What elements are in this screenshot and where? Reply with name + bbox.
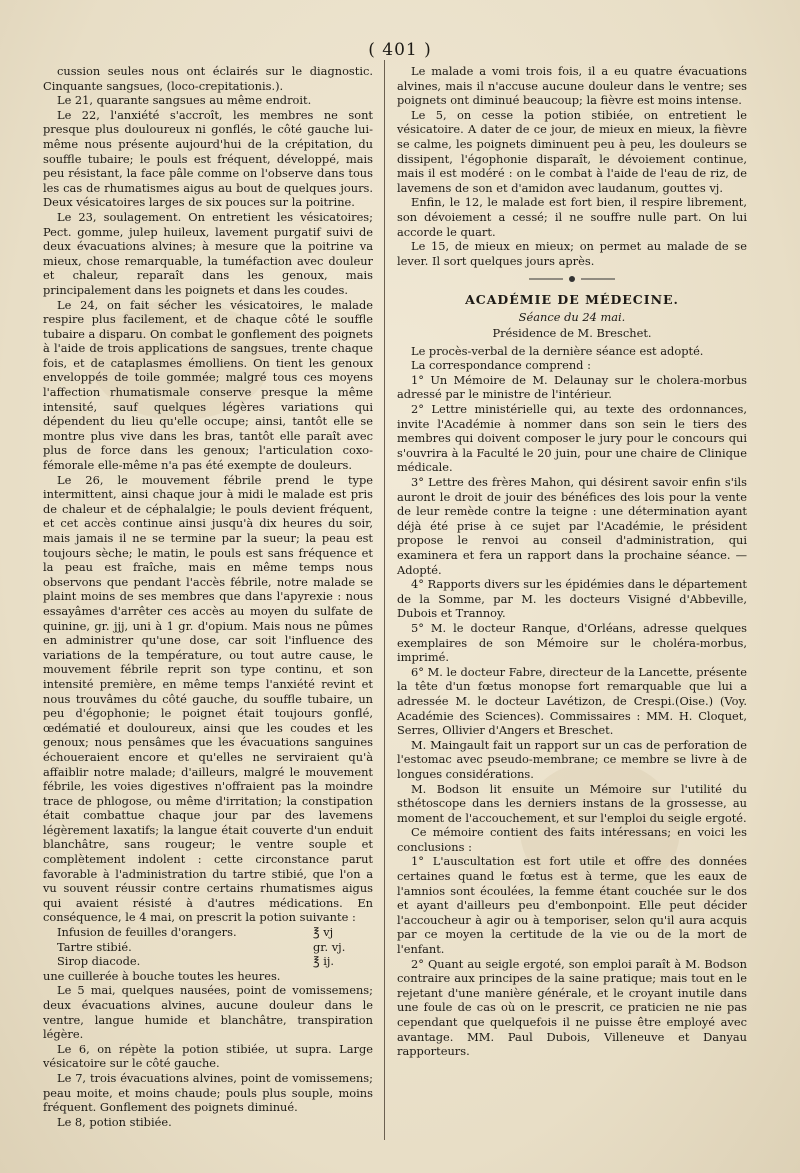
paragraph: Le malade a vomi trois fois, il a eu quatre évacuations alvines, mais il n'accuse aucune douleur dans le ventre; ses poignets ont diminué beaucoup; la fièvre est moins intense. (397, 64, 747, 108)
paragraph: Le 21, quarante sangsues au même endroit. (57, 93, 312, 108)
ornament-divider (527, 275, 617, 283)
paragraph: Le 5, on cesse la potion stibiée, on entretient le vésicatoire. A dater de ce jour, de mieux en mieux, la fièvre se calme, les poignets diminuent peu à peu, les douleurs se dissipent, l'égophonie disparaît, le dévoiement continue, mais il est modéré : on le combat à l'aide de l'eau de riz, de lavemens de son et d'amidon avec laudanum, gouttes vj. (397, 107, 747, 195)
paragraph: Le 7, trois évacuations alvines, point de vomissemens; peau moite, et moins chaude; pouls plus souple, moins fréquent. Gonflement des poignets diminué. (43, 1070, 373, 1115)
prescription-item: Tartre stibié. (57, 939, 132, 954)
paragraph: Le 24, on fait sécher les vésicatoires, le malade respire plus facilement, et de chaque côté le souffle tubaire a disparu. On combat le gonflement des poignets à l'aide de trois applications de sangsues, trente chaque fois, et de cataplasmes émolliens. On tient les genoux enveloppés de toile gommée; malgré tous ces moyens l'affection rhumatismale conserve presque la même intensité, sauf quelques légères variations qui dépendent du lieu qu'elle occupe; ainsi, tantôt elle se montre plus vive dans les bras, tantôt elle paraît avec plus de force dans les genoux; l'articulation coxo-fémorale elle-même n'a pas été exempte de douleurs. (43, 297, 373, 473)
paragraph: une cuillerée à bouche toutes les heures. (43, 968, 281, 983)
paragraph: Le 22, l'anxiété s'accroît, les membres ne sont presque plus douloureux ni gonflés, le côté gauche lui-même nous présente aujourd'hui de la crépitation, du souffle tubaire; le pouls est fréquent, développé, mais peu résistant, la face pâle comme on l'observe dans tous les cas de rhumatismes aigus au bout de quelques jours. Deux vésicatoires larges de six pouces sur la poitrine. (43, 107, 373, 210)
prescription (43, 925, 373, 969)
section-title: ACADÉMIE DE MÉDECINE. (465, 291, 679, 307)
paragraph: M. Bodson lit ensuite un Mémoire sur l'utilité du sthétoscope dans les derniers instans de la grossesse, au moment de l'accouchement, et sur l'emploi du seigle ergoté. (397, 781, 747, 825)
paragraph: 1° Un Mémoire de M. Delaunay sur le cholera-morbus adressé par le ministre de l'intérieur. (397, 372, 747, 402)
column-rule (384, 60, 385, 1140)
prescription-item: Sirop diacode. (57, 954, 141, 969)
paragraph: 6° M. le docteur Fabre, directeur de la Lancette, présente la tête d'un fœtus monopse fort remarquable que lui a adressée M. le docteur Lavétizon, de Crespi.(Oise.) (Voy. Académie des Sciences). Commissaires : MM. H. Cloquet, Serres, Ollivier d'Angers et Breschet. (397, 664, 747, 738)
paragraph: Enfin, le 12, le malade est fort bien, il respire librement, son dévoiement a cessé; il ne souffre nulle part. On lui accorde le quart. (397, 195, 747, 239)
page-header (0, 40, 800, 60)
prescription-line (43, 954, 373, 969)
paragraph: 2° Lettre ministérielle qui, au texte des ordonnances, invite l'Académie à nommer dans son sein le tiers des membres qui doivent composer le jury pour le concours qui s'ouvrira à la Faculté le 20 juin, pour une chaire de Clinique médicale. (397, 402, 747, 475)
session-date: Séance du 24 mai. (518, 309, 626, 324)
paragraph: 5° M. le docteur Ranque, d'Orléans, adresse quelques exemplaires de son Mémoire sur le choléra-morbus, imprimé. (397, 620, 747, 665)
prescription-line (43, 925, 373, 940)
paragraph: Le 26, le mouvement fébrile prend le type intermittent, ainsi chaque jour à midi le malade est pris de chaleur et de céphalalgie; le pouls devient fréquent, et cet accès continue ainsi jusqu'à dix heures du soir, mais jamais il ne se termine par la sueur; la peau est toujours sèche; le matin, le pouls est sans fréquence et la peau est fraîche, mais en même temps nous observons que pendant l'accès fébrile, notre malade se plaint moins de ses membres que dans l'apyrexie : nous essayâmes d'arrêter ces accès au moyen du sulfate de quinine, gr. jjj, uni à 1 gr. d'opium. Mais nous ne pûmes en administrer qu'une dose, car soit l'influence des variations de la température, ou tout autre cause, le mouvement fébrile reprit son type continu, et son intensité première, en même temps l'anxiété revint et nous trouvâmes du côté gauche, du souffle tubaire, un peu d'égophonie; le poignet était toujours gonflé, œdématié et douloureux, ainsi que les coudes et les genoux; nous pensâmes que les évacuations sanguines échoueraient encore et qu'elles ne serviraient qu'à affaiblir notre malade; d'ailleurs, malgré le mouvement fébrile, les voies digestives n'offraient pas la moindre trace de phlogose, ou même d'irritation; la constipation était combattue chaque jour par des lavemens légèrement laxatifs; la langue était couverte d'un enduit blanchâtre, sans rougeur; le ventre souple et complètement indolent : cette circonstance parut favorable à l'administration du tartre stibié, que l'on a vu souvent réussir contre certains rhumatismes aigus qui avaient résisté à d'autres médications. En conséquence, le 4 mai, on prescrit la potion suivante : (43, 472, 373, 925)
right-column (397, 64, 747, 1059)
prescription-dose: gr. vj. (313, 939, 346, 954)
paragraph: M. Maingault fait un rapport sur un cas de perforation de l'estomac avec pseudo-membrane; ce membre se livre à de longues considérations. (397, 737, 747, 781)
prescription-dose: ℥ ij. (313, 954, 334, 969)
prescription-dose: ℥ vj (313, 925, 334, 940)
prescription-item: Infusion de feuilles d'orangers. (57, 925, 237, 940)
paragraph: 1° L'auscultation est fort utile et offre des données certaines quand le fœtus est à terme, que les eaux de l'amnios sont écoulées, la femme étant couchée sur le dos et ayant d'ailleurs peu d'embonpoint. Elle peut décider l'accoucheur à agir ou à temporiser, selon qu'il aura acquis par ce moyen la certitude de la vie ou de la mort de l'enfant. (397, 854, 747, 957)
paragraph: Le 8, potion stibiée. (57, 1114, 172, 1129)
paragraph: 3° Lettre des frères Mahon, qui désirent savoir enfin s'ils auront le droit de jouir des bénéfices des lois pour la vente de leur remède contre la teigne : une détermination ayant déjà été prise à ce sujet par l'Académie, le président propose le renvoi au conseil d'administration, qui examinera et fera un rapport dans la prochaine séance. — Adopté. (397, 475, 747, 577)
paragraph: Le 6, on répète la potion stibiée, ut supra. Large vésicatoire sur le côté gauche. (43, 1041, 373, 1071)
paragraph: La correspondance comprend : (411, 358, 591, 373)
paragraph: Le 23, soulagement. On entretient les vésicatoires; Pect. gomme, julep huileux, lavement purgatif suivi de deux évacuations alvines; à mesure que la poitrine va mieux, chose remarquable, la tuméfaction avec douleur et chaleur, reparaît dans les genoux, mais principalement dans les poignets et dans les coudes. (43, 209, 373, 297)
paragraph: 2° Quant au seigle ergoté, son emploi paraît à M. Bodson contraire aux principes de la saine pratique; mais tout en le rejetant d'une manière générale, et le croyant inutile dans une foule de cas où on le prescrit, ce praticien ne nie pas cependant que quelquefois il ne puisse être employé avec avantage. MM. Paul Dubois, Villeneuve et Danyau rapporteurs. (397, 956, 747, 1059)
paragraph: Le 15, de mieux en mieux; on permet au malade de se lever. Il sort quelques jours après. (397, 239, 747, 268)
presidency-line: Présidence de M. Breschet. (492, 326, 652, 341)
left-column (43, 64, 373, 1129)
paragraph: 4° Rapports divers sur les épidémies dans le département de la Somme, par M. les docteurs Visigné d'Abbeville, Dubois et Trannoy. (397, 577, 747, 621)
section-separator (397, 274, 747, 289)
paragraph: Ce mémoire contient des faits intéressans; en voici les conclusions : (397, 825, 747, 854)
paragraph: cussion seules nous ont éclairés sur le diagnostic. Cinquante sangsues, (loco-crepitationis.). (43, 64, 373, 93)
paragraph: Le procès-verbal de la dernière séance est adopté. (411, 343, 704, 358)
prescription-line (43, 940, 373, 955)
paragraph: Le 5 mai, quelques nausées, point de vomissemens; deux évacuations alvines, aucune douleur dans le ventre, langue humide et blanchâtre, transpiration légère. (43, 983, 373, 1042)
page-number: ( 401 ) (368, 40, 432, 60)
